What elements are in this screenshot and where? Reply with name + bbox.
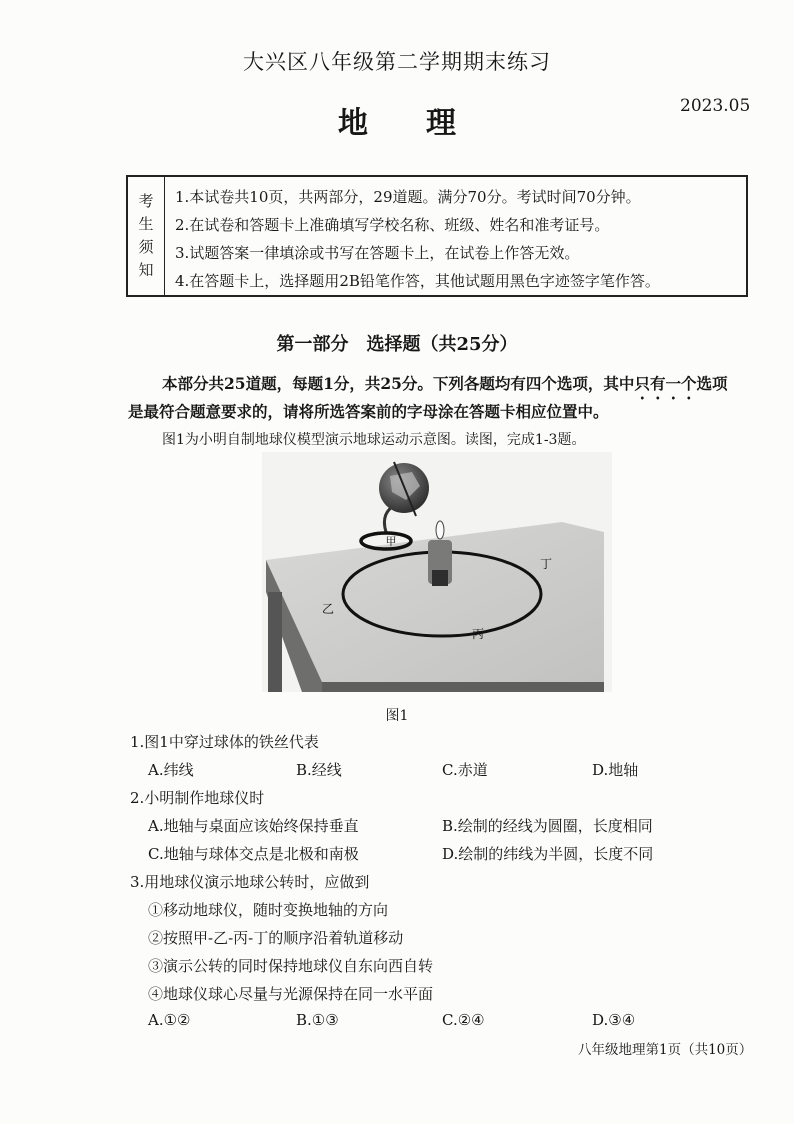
- label-jia: 甲: [385, 535, 397, 548]
- intro-text: 选项: [696, 374, 728, 393]
- notice-item: 1.本试卷共10页，共两部分，29道题。满分70分。考试时间70分钟。: [175, 188, 641, 206]
- section-intro-line: 是最符合题意要求的，请将所选答案前的字母涂在答题卡相应位置中。: [128, 402, 609, 421]
- answer-option: B.①③: [296, 1011, 339, 1029]
- notice-label-char: 知: [138, 261, 154, 279]
- candidate-notice-box: [126, 175, 748, 297]
- answer-option: D.绘制的纬线为半圆，长度不同: [442, 845, 654, 863]
- answer-option: B.绘制的经线为圆圈，长度相同: [442, 817, 653, 835]
- candle-flame: [436, 521, 444, 539]
- notice-label-char: 须: [138, 238, 154, 256]
- answer-option: C.②④: [442, 1011, 485, 1029]
- answer-option: D.③④: [592, 1011, 636, 1029]
- question-stem: 2.小明制作地球仪时: [130, 789, 265, 807]
- notice-item: 4.在答题卡上，选择题用2B铅笔作答，其他试题用黑色字迹签字笔作答。: [175, 272, 660, 290]
- notice-label-char: 考: [138, 192, 154, 210]
- notice-items: [165, 177, 660, 295]
- question-statement: ③演示公转的同时保持地球仪自东向西自转: [148, 957, 434, 975]
- emphasis-text: 只有一个: [634, 374, 697, 393]
- subject-title: 地理: [338, 106, 514, 141]
- intro-text: 本部分共25道题，每题1分，共25分。下列各题均有四个选项，其中: [162, 374, 635, 393]
- label-ding: 丁: [539, 557, 553, 571]
- figure-caption: 图1: [385, 708, 409, 724]
- exam-header-title: 大兴区八年级第二学期期末练习: [243, 50, 551, 74]
- candle-holder: [432, 570, 448, 586]
- question-statement: ②按照甲-乙-丙-丁的顺序沿着轨道移动: [148, 929, 404, 947]
- section-title: 第一部分 选择题（共25分）: [276, 334, 518, 355]
- table-leg: [268, 592, 282, 692]
- exam-date: 2023.05: [680, 96, 751, 116]
- notice-item: 2.在试卷和答题卡上准确填写学校名称、班级、姓名和准考证号。: [175, 216, 610, 234]
- answer-option: A.①②: [148, 1011, 191, 1029]
- notice-item: 3.试题答案一律填涂或书写在答题卡上，在试卷上作答无效。: [175, 244, 580, 262]
- globe-model-figure: [262, 452, 612, 692]
- answer-option: B.经线: [296, 761, 342, 779]
- question-statement: ①移动地球仪，随时变换地轴的方向: [148, 901, 389, 919]
- label-yi: 乙: [321, 602, 335, 616]
- label-bing: 丙: [471, 627, 485, 641]
- answer-option: A.纬线: [148, 761, 194, 779]
- table-front-edge: [322, 682, 604, 692]
- answer-option: A.地轴与桌面应该始终保持垂直: [148, 817, 359, 835]
- answer-option: C.赤道: [442, 761, 488, 779]
- page-footer: 八年级地理第1页（共10页）: [578, 1042, 753, 1058]
- question-stem: 1.图1中穿过球体的铁丝代表: [130, 733, 319, 751]
- answer-option: C.地轴与球体交点是北极和南极: [148, 845, 359, 863]
- answer-option: D.地轴: [592, 761, 639, 779]
- notice-label-char: 生: [138, 215, 154, 233]
- figure-intro: 图1为小明自制地球仪模型演示地球运动示意图。读图，完成1-3题。: [162, 432, 586, 448]
- section-intro-line: [162, 372, 727, 403]
- question-stem: 3.用地球仪演示地球公转时，应做到: [130, 873, 370, 891]
- question-statement: ④地球仪球心尽量与光源保持在同一水平面: [148, 985, 434, 1003]
- notice-label: [128, 177, 165, 295]
